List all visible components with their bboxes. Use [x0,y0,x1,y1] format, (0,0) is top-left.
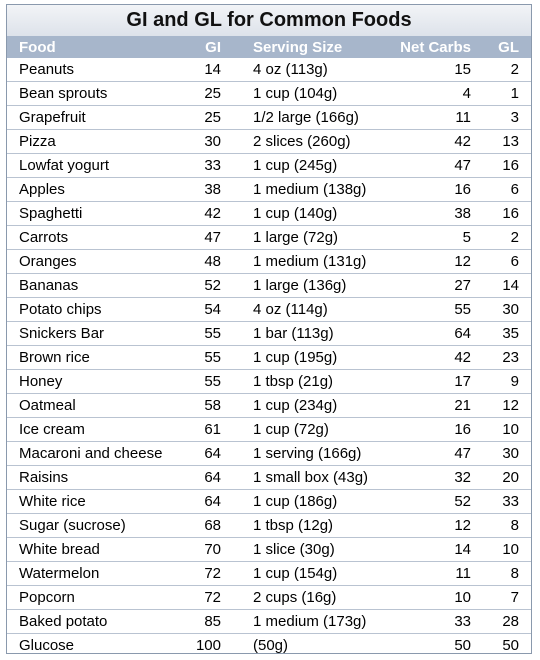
table-row [7,634,531,658]
table-row [7,418,531,442]
cell-gl: 23 [481,346,531,370]
cell-serving-size: 1 large (136g) [231,274,391,298]
cell-net-carbs: 42 [391,346,481,370]
cell-food: Bean sprouts [7,82,185,106]
cell-food: Snickers Bar [7,322,185,346]
cell-net-carbs: 52 [391,490,481,514]
table-row [7,154,531,178]
cell-gi: 38 [185,178,231,202]
cell-serving-size: 1 small box (43g) [231,466,391,490]
column-header-net-carbs: Net Carbs [391,36,481,58]
cell-net-carbs: 4 [391,82,481,106]
cell-gl: 9 [481,370,531,394]
cell-gi: 42 [185,202,231,226]
cell-serving-size: 1 cup (154g) [231,562,391,586]
cell-net-carbs: 12 [391,250,481,274]
cell-food: Raisins [7,466,185,490]
cell-gl: 7 [481,586,531,610]
header-row [7,36,531,58]
table-row [7,298,531,322]
cell-gl: 13 [481,130,531,154]
cell-food: White bread [7,538,185,562]
cell-gl: 1 [481,82,531,106]
cell-gi: 33 [185,154,231,178]
cell-gi: 48 [185,250,231,274]
cell-gi: 100 [195,637,221,654]
column-header-gl: GL [481,36,531,58]
cell-gi: 55 [185,346,231,370]
cell-gl: 3 [481,106,531,130]
cell-gi: 61 [185,418,231,442]
cell-gi: 68 [185,514,231,538]
cell-net-carbs: 38 [391,202,481,226]
cell-food: Popcorn [7,586,185,610]
cell-gi: 72 [185,586,231,610]
cell-gl: 8 [481,514,531,538]
cell-gl: 28 [481,610,531,634]
cell-serving-size: 1 medium (173g) [231,610,391,634]
cell-net-carbs: 15 [391,58,481,82]
table-row [7,514,531,538]
cell-net-carbs: 47 [391,442,481,466]
cell-food: Oatmeal [7,394,185,418]
cell-food: Apples [7,178,185,202]
cell-net-carbs: 27 [391,274,481,298]
cell-food: Lowfat yogurt [7,154,185,178]
foods-table [7,36,531,657]
column-header-food: Food [7,36,185,58]
cell-net-carbs: 55 [391,298,481,322]
gi-gl-table-panel [6,4,532,654]
cell-serving-size: 2 slices (260g) [231,130,391,154]
cell-food: Watermelon [7,562,185,586]
cell-gl: 50 [502,637,519,654]
cell-serving-size: 1 tbsp (12g) [231,514,391,538]
table-row [7,130,531,154]
cell-food: Sugar (sucrose) [7,514,185,538]
table-row [7,274,531,298]
cell-gl: 33 [481,490,531,514]
cell-gl: 35 [481,322,531,346]
cell-net-carbs: 11 [391,562,481,586]
cell-net-carbs: 50 [454,637,471,654]
cell-serving-size: 1 cup (245g) [231,154,391,178]
table-row [7,106,531,130]
table-row [7,610,531,634]
cell-serving-size: 1 tbsp (21g) [231,370,391,394]
table-row [7,538,531,562]
table-row [7,82,531,106]
table-row [7,394,531,418]
table-row [7,346,531,370]
cell-gl: 2 [481,226,531,250]
cell-food: Bananas [7,274,185,298]
cell-serving-size: (50g) [253,637,289,654]
cell-serving-size: 2 cups (16g) [231,586,391,610]
table-row [7,202,531,226]
cell-serving-size: 1 cup (140g) [231,202,391,226]
cell-net-carbs: 12 [391,514,481,538]
cell-gi: 25 [185,82,231,106]
cell-gi: 30 [185,130,231,154]
cell-gl: 10 [481,538,531,562]
cell-food: Honey [7,370,185,394]
cell-gi: 64 [185,466,231,490]
cell-food: Ice cream [7,418,185,442]
cell-gl: 10 [481,418,531,442]
cell-food: Spaghetti [7,202,185,226]
cell-food: Grapefruit [7,106,185,130]
cell-gi: 55 [185,370,231,394]
cell-food: Baked potato [7,610,185,634]
cell-serving-size: 4 oz (113g) [231,58,391,82]
cell-gl: 8 [481,562,531,586]
cell-gi: 58 [185,394,231,418]
cell-serving-size: 1 slice (30g) [231,538,391,562]
cell-food: Carrots [7,226,185,250]
cell-net-carbs: 64 [391,322,481,346]
cell-gl: 20 [481,466,531,490]
cell-serving-size: 1 cup (234g) [231,394,391,418]
cell-gi: 72 [185,562,231,586]
cell-gi: 64 [185,490,231,514]
cell-net-carbs: 47 [391,154,481,178]
cell-net-carbs: 5 [391,226,481,250]
cell-gi: 14 [185,58,231,82]
cell-net-carbs: 21 [391,394,481,418]
cell-food: Pizza [7,130,185,154]
table-row [7,586,531,610]
cell-food: Peanuts [7,58,185,82]
cell-gi: 85 [185,610,231,634]
cell-gl: 16 [481,154,531,178]
cell-serving-size: 1 cup (195g) [231,346,391,370]
table-row [7,322,531,346]
cell-net-carbs: 10 [391,586,481,610]
cell-net-carbs: 11 [391,106,481,130]
cell-gi: 25 [185,106,231,130]
cell-gl: 2 [481,58,531,82]
cell-food: Potato chips [7,298,185,322]
cell-gl: 14 [481,274,531,298]
cell-gl: 12 [481,394,531,418]
table-row [7,178,531,202]
cell-gi: 55 [185,322,231,346]
cell-serving-size: 1 large (72g) [231,226,391,250]
cell-gi: 70 [185,538,231,562]
cell-food: White rice [7,490,185,514]
table-row [7,442,531,466]
cell-net-carbs: 32 [391,466,481,490]
cell-serving-size: 1 cup (72g) [231,418,391,442]
cell-food: Macaroni and cheese [7,442,185,466]
cell-serving-size: 1 bar (113g) [231,322,391,346]
cell-gl: 6 [481,250,531,274]
table-row [7,58,531,82]
cell-serving-size: 4 oz (114g) [231,298,391,322]
table-row [7,370,531,394]
cell-gi: 54 [185,298,231,322]
cell-serving-size: 1 serving (166g) [231,442,391,466]
table-row [7,562,531,586]
cell-gi: 64 [185,442,231,466]
cell-net-carbs: 14 [391,538,481,562]
cell-food: Glucose [19,637,75,654]
cell-serving-size: 1/2 large (166g) [231,106,391,130]
cell-serving-size: 1 medium (131g) [231,250,391,274]
column-header-serving-size: Serving Size [231,36,391,58]
cell-food: Brown rice [7,346,185,370]
cell-net-carbs: 16 [391,178,481,202]
table-row [7,466,531,490]
cell-net-carbs: 42 [391,130,481,154]
table-row [7,250,531,274]
table-title: GI and GL for Common Foods [7,5,531,36]
cell-net-carbs: 16 [391,418,481,442]
cell-gl: 6 [481,178,531,202]
cell-gl: 30 [481,442,531,466]
cell-serving-size: 1 cup (104g) [231,82,391,106]
cell-gi: 47 [185,226,231,250]
cell-serving-size: 1 medium (138g) [231,178,391,202]
table-row [7,226,531,250]
table-row [7,490,531,514]
cell-gl: 30 [481,298,531,322]
cell-serving-size: 1 cup (186g) [231,490,391,514]
cell-gl: 16 [481,202,531,226]
cell-net-carbs: 33 [391,610,481,634]
cell-net-carbs: 17 [391,370,481,394]
column-header-gi: GI [185,36,231,58]
cell-gi: 52 [185,274,231,298]
cell-food: Oranges [7,250,185,274]
